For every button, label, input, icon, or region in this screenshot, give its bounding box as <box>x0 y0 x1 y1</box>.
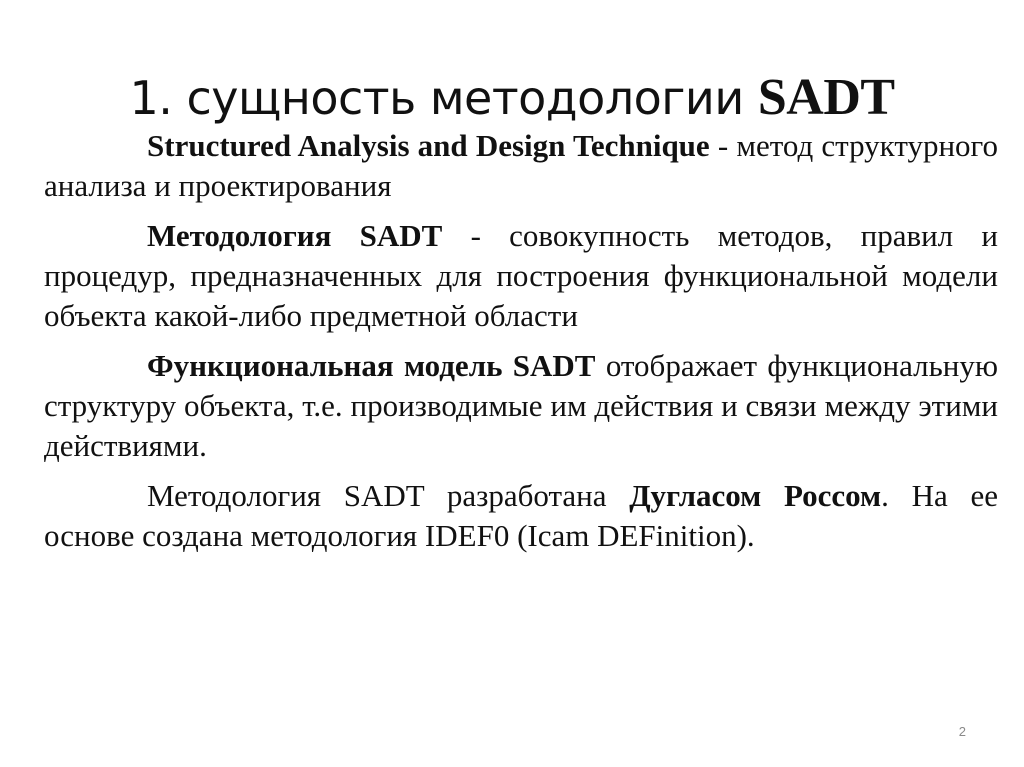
paragraph-methodology <box>44 216 998 336</box>
term-functional-model: Функциональная модель SADT <box>147 348 596 383</box>
paragraph-text: - совокупность методов, правил и процедур, предназначенных для построения функциональной модели объекта какой-либо предметной области <box>44 218 998 333</box>
term-structured-analysis: Structured Analysis and Design Technique <box>147 128 710 163</box>
paragraph-text: отображает функциональную структуру объекта, т.е. производимые им действия и связи между этими действиями. <box>44 348 999 463</box>
paragraph-text: - метод структурного анализа и проектирования <box>44 128 998 203</box>
paragraph-functional-model <box>44 346 998 466</box>
paragraph-text: . На ее основе создана методология IDEF0 (Icam DEFinition). <box>44 478 998 553</box>
author-name: Дугласом Россом <box>629 478 882 513</box>
slide-body <box>44 126 998 566</box>
page-number: 2 <box>958 724 966 739</box>
term-methodology-sadt: Методология SADT <box>147 218 443 253</box>
paragraph-sadt-definition <box>44 126 998 206</box>
paragraph-text: Методология SADT разработана <box>147 478 630 513</box>
paragraph-author <box>44 476 998 556</box>
slide-title-text: 1. сущность методологии <box>129 70 758 125</box>
slide-title-abbreviation: SADT <box>757 68 895 126</box>
slide-title <box>0 61 1024 135</box>
